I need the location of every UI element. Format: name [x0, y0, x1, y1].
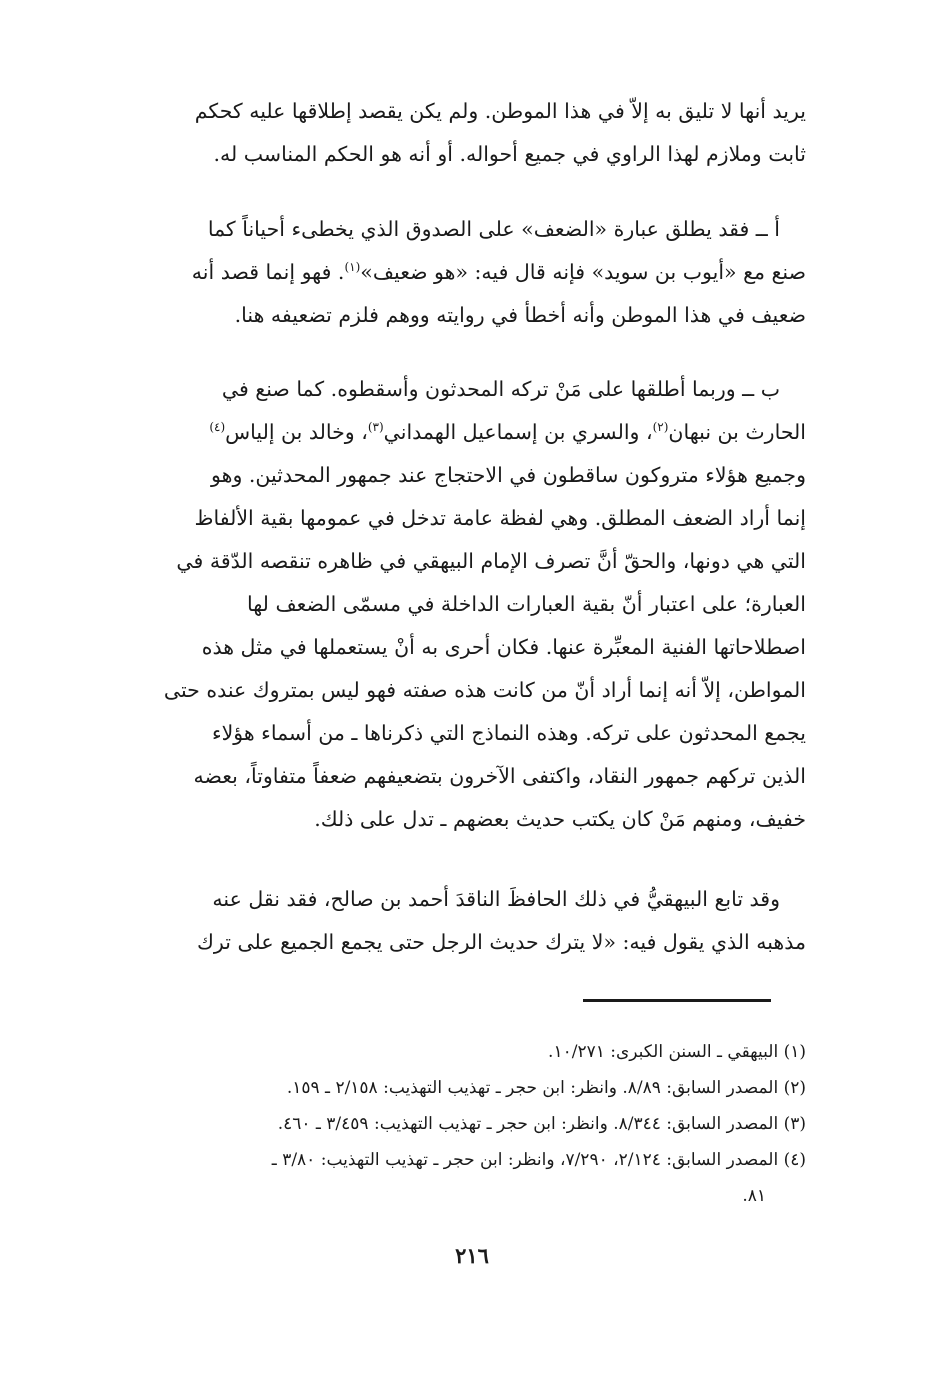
footnote-ref-1: (١) — [344, 260, 361, 275]
text-line: إنما أراد الضعف المطلق. وهي لفظة عامة تدخل في عمومها بقية الألفاظ — [194, 506, 806, 530]
text-line: الذين تركهم جمهور النقاد، واكتفى الآخرون بتضعيفهم ضعفاً متفاوتاً، بعضه — [193, 764, 806, 788]
footnote-ref-4: (٤) — [209, 420, 226, 435]
paragraph-final — [100, 878, 806, 964]
text-line: اصطلاحاتها الفنية المعبِّرة عنها. فكان أحرى به أنْ يستعملها في مثل هذه — [201, 635, 806, 659]
text-line: ضعيف في هذا الموطن وأنه أخطأ في روايته ووهم فلزم تضعيفه هنا. — [234, 303, 806, 327]
text-line: يريد أنها لا تليق به إلاّ في هذا الموطن. ولم يكن يقصد إطلاقها عليه كحكم — [194, 99, 806, 123]
text-line: ب ــ وربما أطلقها على مَنْ تركه المحدثون وأسقطوه. كما صنع في — [221, 377, 780, 401]
text-line: أ ــ فقد يطلق عبارة «الضعف» على الصدوق الذي يخطىء أحياناً كما — [207, 217, 780, 241]
text-line: التي هي دونها، والحقّ أنَّ تصرف الإمام البيهقي في ظاهره تنقصه الدّقة في — [176, 549, 806, 573]
footnote-1: (١) البيهقي ـ السنن الكبرى: ١٠/٢٧١. — [548, 1042, 806, 1062]
footnote-ref-3: (٣) — [367, 420, 384, 435]
text-line: وجميع هؤلاء متروكون ساقطون في الاحتجاج عند جمهور المحدثين. وهو — [211, 463, 806, 487]
text-line: خفيف، ومنهم مَنْ كان يكتب حديث بعضهم ـ تدل على ذلك. — [314, 807, 806, 831]
page-number: ٢١٦ — [455, 1243, 489, 1268]
text-line: المواطن، إلاّ أنه إنما أراد أنّ من كانت هذه صفته فهو ليس بمتروك عنده حتى — [163, 678, 806, 702]
text-line — [100, 251, 806, 294]
text-segment: الحارث بن نبهان — [668, 420, 806, 444]
paragraph-ba — [100, 368, 806, 841]
text-segment: صنع مع «أيوب بن سويد» فإنه قال فيه: «هو ضعيف» — [360, 260, 806, 284]
text-line — [100, 411, 806, 454]
text-segment: . فهو إنما قصد أنه — [191, 260, 345, 284]
text-segment: ، وخالد بن إلياس — [225, 420, 368, 444]
text-segment: ، والسري بن إسماعيل الهمداني — [383, 420, 653, 444]
footnote-ref-2: (٢) — [652, 420, 669, 435]
text-line: مذهبه الذي يقول فيه: «لا يترك حديث الرجل حتى يجمع الجميع على ترك — [197, 930, 806, 954]
paragraph-alef — [100, 208, 806, 337]
footnote-3: (٣) المصدر السابق: ٨/٣٤٤. وانظر: ابن حجر ـ تهذيب التهذيب: ٣/٤٥٩ ـ ٤٦٠. — [277, 1114, 806, 1134]
text-line: العبارة؛ على اعتبار أنّ بقية العبارات الداخلة في مسمّى الضعف لها — [246, 592, 806, 616]
footnote-4-continuation: ٨١. — [742, 1186, 766, 1206]
text-line: يجمع المحدثون على تركه. وهذه النماذج التي ذكرناها ـ من أسماء هؤلاء — [211, 721, 806, 745]
footnotes — [100, 1034, 806, 1214]
text-line: وقد تابع البيهقيُّ في ذلك الحافظَ الناقدَ أحمد بن صالح، فقد نقل عنه — [212, 887, 780, 911]
footnote-2: (٢) المصدر السابق: ٨/٨٩. وانظر: ابن حجر ـ تهذيب التهذيب: ٢/١٥٨ ـ ١٥٩. — [286, 1078, 806, 1098]
footnote-separator — [583, 999, 771, 1002]
text-line: ثابت وملازم لهذا الراوي في جميع أحواله. أو أنه هو الحكم المناسب له. — [213, 142, 806, 166]
footnote-4: (٤) المصدر السابق: ٢/١٢٤، ٧/٢٩٠، وانظر: ابن حجر ـ تهذيب التهذيب: ٣/٨٠ ـ — [271, 1150, 806, 1170]
paragraph-intro — [100, 90, 806, 176]
